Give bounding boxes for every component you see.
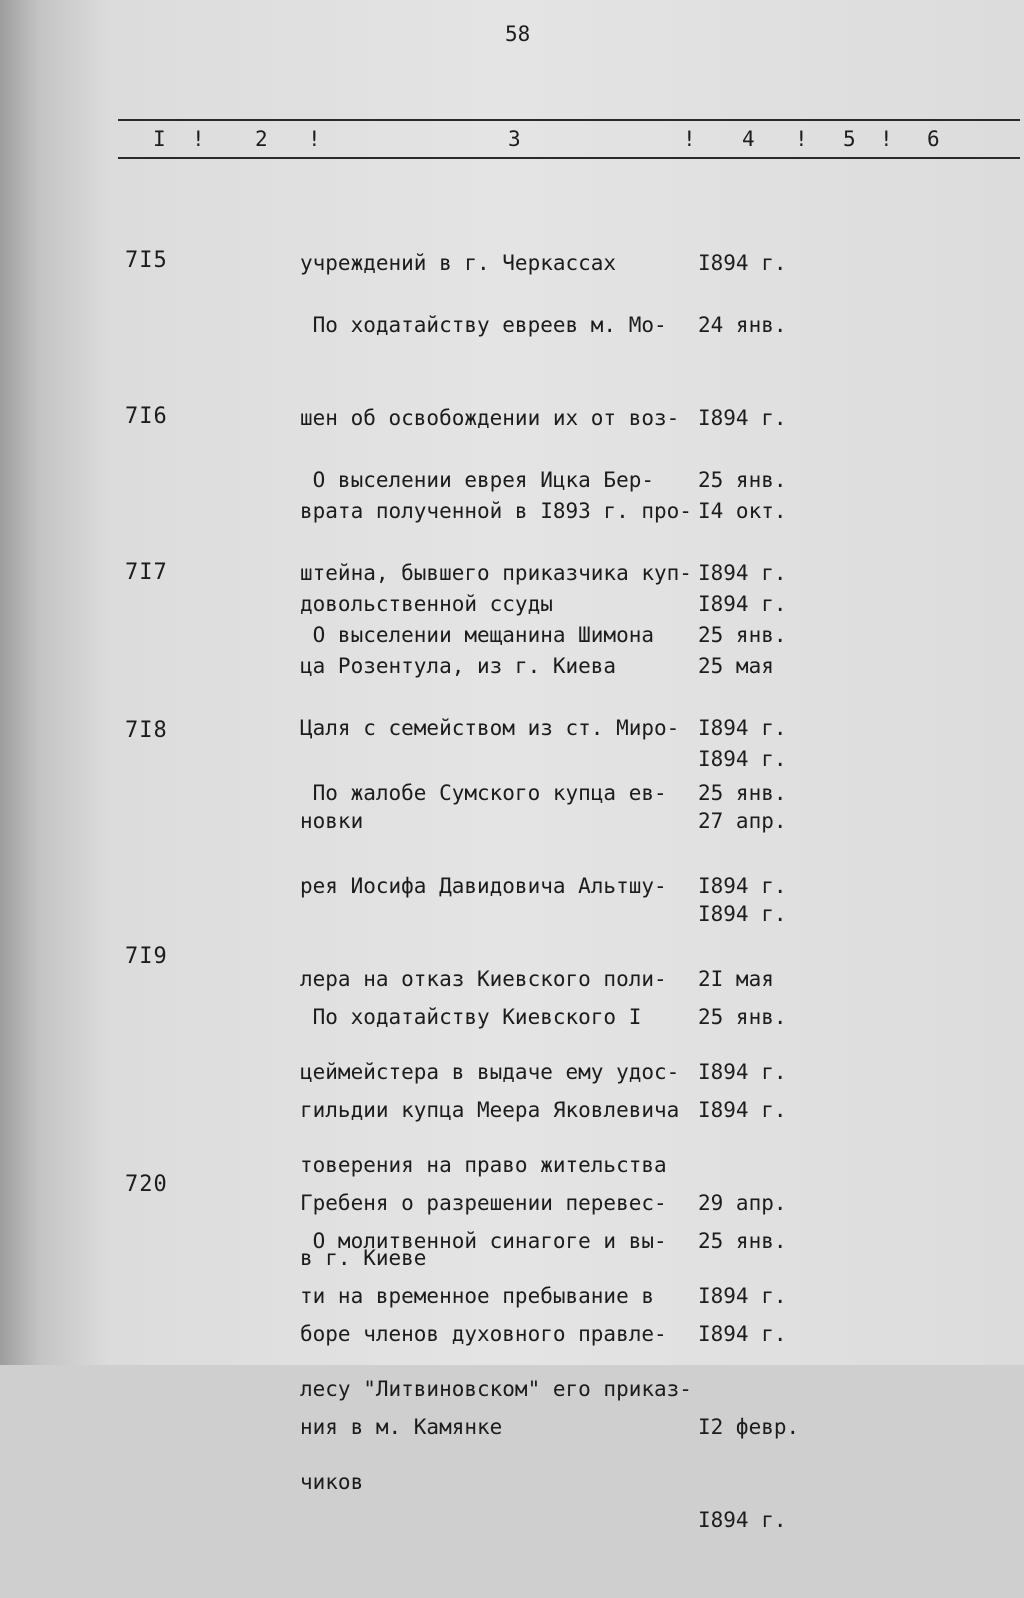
- desc-line: По ходатайству евреев м. Мо-: [300, 313, 667, 337]
- entry-number: 7I6: [125, 404, 168, 429]
- desc-line: чиков: [300, 1470, 364, 1494]
- date-line: 29 апр.: [698, 1191, 787, 1215]
- date-line: 2I мая: [698, 967, 774, 991]
- date-line: I2 февр.: [698, 1415, 800, 1439]
- date-line: I894 г.: [698, 406, 787, 430]
- header-col-4: 4: [742, 127, 755, 151]
- header-sep-4: !: [795, 127, 808, 151]
- desc-line: Цаля с семейством из ст. Миро-: [300, 716, 680, 740]
- date-line: 25 янв.: [698, 781, 787, 805]
- entry-dates: [698, 1164, 813, 1598]
- desc-line: лесу "Литвиновском" его приказ-: [300, 1377, 692, 1401]
- desc-line: ца Розентула, из г. Киева: [300, 654, 617, 678]
- entry-number: 720: [125, 1172, 168, 1197]
- date-line: I894 г.: [698, 592, 787, 616]
- desc-line: Гребеня о разрешении перевес-: [300, 1191, 667, 1215]
- date-line: I4 окт.: [698, 499, 787, 523]
- header-sep-3: !: [683, 127, 696, 151]
- desc-line: ти на временное пребывание в: [300, 1284, 655, 1308]
- desc-line: новки: [300, 809, 364, 833]
- header-col-2: 2: [255, 127, 268, 151]
- desc-line: довольственной ссуды: [300, 592, 553, 616]
- desc-line: учреждений в г. Черкассах: [300, 251, 617, 275]
- date-line: I894 г.: [698, 874, 787, 898]
- desc-line: штейна, бывшего приказчика куп-: [300, 561, 692, 585]
- entry-number: 7I5: [125, 248, 168, 273]
- date-line: I894 г.: [698, 902, 787, 926]
- desc-line: врата полученной в I893 г. про-: [300, 499, 692, 523]
- desc-line: в г. Киеве: [300, 1246, 427, 1270]
- date-line: I894 г.: [698, 561, 787, 585]
- header-col-1: I: [153, 127, 166, 151]
- date-line: 25 мая: [698, 654, 774, 678]
- desc-line: ния в м. Камянке: [300, 1415, 503, 1439]
- desc-line: рея Иосифа Давидовича Альтшу-: [300, 874, 667, 898]
- desc-line: О выселении мещанина Шимона: [300, 623, 655, 647]
- date-line: I894 г.: [698, 1508, 787, 1532]
- date-line: 25 янв.: [698, 468, 787, 492]
- desc-line: По ходатайству Киевского I: [300, 1005, 642, 1029]
- entry-description: [300, 1164, 700, 1505]
- desc-line: О молитвенной синагоге и вы-: [300, 1229, 667, 1253]
- date-line: 27 апр.: [698, 809, 787, 833]
- header-sep-1: !: [192, 127, 205, 151]
- desc-line: О выселении еврея Ицка Бер-: [300, 468, 655, 492]
- date-line: I894 г.: [698, 1322, 787, 1346]
- header-col-3: 3: [508, 127, 521, 151]
- desc-line: По жалобе Сумского купца ев-: [300, 781, 667, 805]
- desc-line: шен об освобождении их от воз-: [300, 406, 680, 430]
- header-bottom-rule: [118, 157, 1020, 159]
- desc-line: цеймейстера в выдаче ему удос-: [300, 1060, 680, 1084]
- page-number: 58: [505, 22, 531, 46]
- date-line: 25 янв.: [698, 623, 787, 647]
- entry-number: 7I9: [125, 944, 168, 969]
- header-top-rule: [118, 119, 1020, 121]
- header-col-5: 5: [843, 127, 856, 151]
- header-sep-2: !: [308, 127, 321, 151]
- date-line: I894 г.: [698, 1098, 787, 1122]
- entry-number: 7I8: [125, 718, 168, 743]
- date-line: I894 г.: [698, 747, 787, 771]
- date-line: 24 янв.: [698, 313, 787, 337]
- desc-line: боре членов духовного правле-: [300, 1322, 667, 1346]
- date-line: 25 янв.: [698, 1005, 787, 1029]
- date-line: I894 г.: [698, 716, 787, 740]
- date-line: I894 г.: [698, 1060, 787, 1084]
- date-line: 25 янв.: [698, 1229, 787, 1253]
- desc-line: гильдии купца Меера Яковлевича: [300, 1098, 680, 1122]
- header-sep-5: !: [880, 127, 893, 151]
- desc-line: лера на отказ Киевского поли-: [300, 967, 667, 991]
- entry-number: 7I7: [125, 560, 168, 585]
- desc-line: товерения на право жительства: [300, 1153, 667, 1177]
- date-line: I894 г.: [698, 1284, 787, 1308]
- date-line: I894 г.: [698, 251, 787, 275]
- header-col-6: 6: [927, 127, 940, 151]
